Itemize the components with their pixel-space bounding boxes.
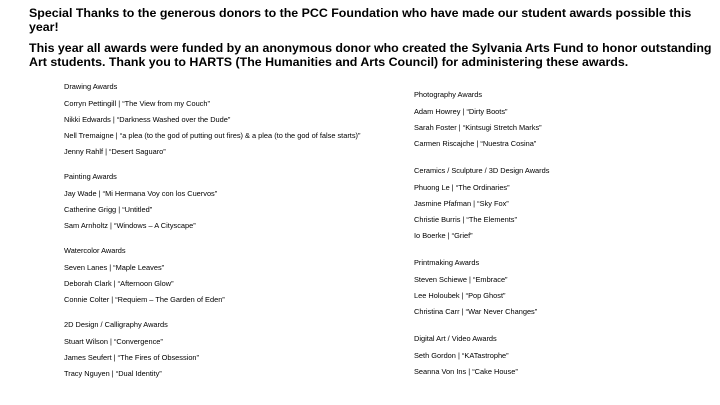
award-entry: Adam Howrey | “Dirty Boots” <box>414 107 508 116</box>
award-entry: Tracy Nguyen | “Dual Identity” <box>64 369 162 378</box>
award-entry: Steven Schiewe | “Embrace” <box>414 275 508 284</box>
award-entry: Sarah Foster | “Kintsugi Stretch Marks” <box>414 123 542 132</box>
section-title: Printmaking Awards <box>414 258 480 267</box>
award-section-printmaking <box>414 258 714 316</box>
award-section-ceramics <box>414 166 714 240</box>
awards-left-column <box>64 82 394 394</box>
award-entry: Lee Holoubek | “Pop Ghost” <box>414 291 506 300</box>
award-entry: Christie Burris | “The Elements” <box>414 215 517 224</box>
award-entry: Phuong Le | “The Ordinaries” <box>414 183 510 192</box>
award-entry: Nikki Edwards | “Darkness Washed over the Dude” <box>64 115 231 124</box>
award-entry: Nell Tremaigne | “a plea (to the god of putting out fires) & a plea (to the god of false starts)” <box>64 131 361 140</box>
thanks-heading: Special Thanks to the generous donors to the PCC Foundation who have made our student awards possible this year! <box>29 6 692 34</box>
award-section-drawing <box>64 82 394 156</box>
award-entry: Jasmine Pfafman | “Sky Fox” <box>414 199 509 208</box>
section-title: Drawing Awards <box>64 82 118 91</box>
award-entry: Jenny Rahlf | “Desert Saguaro” <box>64 147 166 156</box>
intro-block <box>29 7 719 77</box>
award-entry: Stuart Wilson | “Convergence” <box>64 337 163 346</box>
funding-statement: This year all awards were funded by an anonymous donor who created the Sylvania Arts Fund to honor outstanding Art students. Thank you to HARTS (The Humanities and Arts Council) for administering these awards. <box>29 41 712 69</box>
award-entry: Seth Gordon | “KATastrophe” <box>414 351 509 360</box>
award-section-watercolor <box>64 246 394 304</box>
award-section-photography <box>414 90 714 148</box>
section-title: Photography Awards <box>414 90 483 99</box>
award-entry: Deborah Clark | “Afternoon Glow” <box>64 279 174 288</box>
award-entry: Catherine Grigg | “Untitled” <box>64 205 153 214</box>
award-entry: James Seufert | “The Fires of Obsession” <box>64 353 199 362</box>
award-entry: Corryn Pettingill | “The View from my Couch” <box>64 99 210 108</box>
section-title: Ceramics / Sculpture / 3D Design Awards <box>414 166 550 175</box>
award-section-2d-design <box>64 320 394 378</box>
award-entry: Jay Wade | “Mi Hermana Voy con los Cuervos” <box>64 189 218 198</box>
awards-right-column <box>414 90 714 394</box>
award-entry: Seanna Von Ins | “Cake House” <box>414 367 518 376</box>
award-entry: Seven Lanes | “Maple Leaves” <box>64 263 165 272</box>
award-entry: Io Boerke | “Grief” <box>414 231 473 240</box>
award-entry: Connie Colter | “Requiem – The Garden of Eden” <box>64 295 225 304</box>
award-entry: Carmen Riscajche | “Nuestra Cosina” <box>414 139 537 148</box>
section-title: Watercolor Awards <box>64 246 126 255</box>
section-title: Painting Awards <box>64 172 117 181</box>
section-title: Digital Art / Video Awards <box>414 334 497 343</box>
section-title: 2D Design / Calligraphy Awards <box>64 320 168 329</box>
award-section-painting <box>64 172 394 230</box>
award-entry: Sam Arnholtz | “Windows – A Cityscape” <box>64 221 196 230</box>
award-section-digital-art <box>414 334 714 376</box>
award-entry: Christina Carr | “War Never Changes” <box>414 307 538 316</box>
